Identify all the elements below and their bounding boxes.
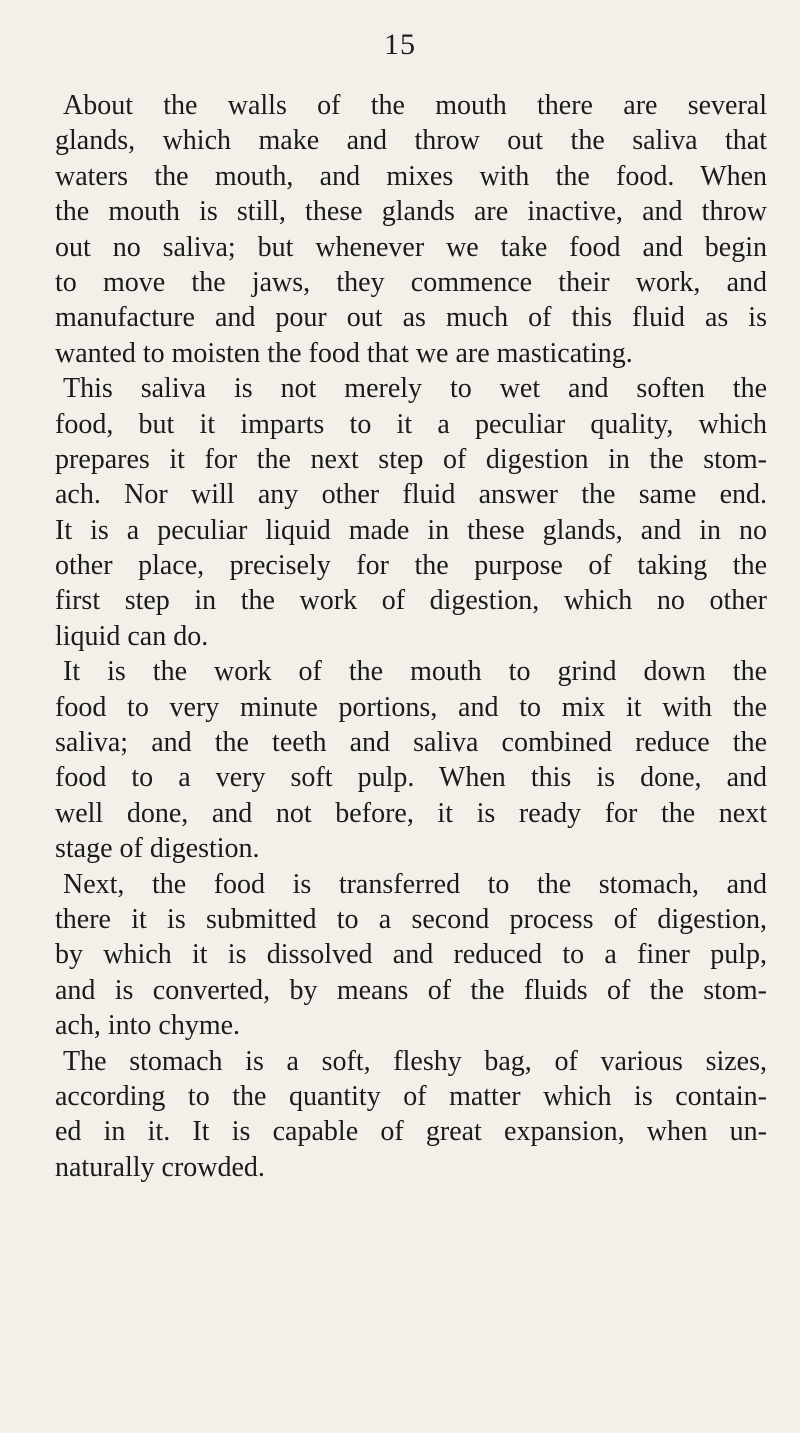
text-line: This saliva is not merely to wet and soften the [63, 373, 767, 405]
text-line: first step in the work of digestion, which no other [55, 585, 767, 617]
text-line: stage of digestion. [55, 833, 260, 865]
text-line: manufacture and pour out as much of this fluid as is [55, 302, 767, 334]
text-line: prepares it for the next step of digestion in the stom- [55, 443, 767, 475]
body-text [55, 88, 767, 1185]
paragraph [55, 88, 767, 371]
text-line: by which it is dissolved and reduced to a finer pulp, [55, 939, 767, 971]
page-number: 15 [384, 28, 416, 61]
text-line: The stomach is a soft, fleshy bag, of various sizes, [63, 1045, 767, 1077]
text-line: liquid can do. [55, 620, 209, 652]
text-line: the mouth is still, these glands are inactive, and throw [55, 196, 767, 228]
text-line: ach. Nor will any other fluid answer the same end. [55, 479, 767, 511]
text-line: there it is submitted to a second process of digestion, [55, 903, 767, 935]
text-line: glands, which make and throw out the saliva that [55, 125, 767, 157]
paragraph [55, 654, 767, 866]
text-line: other place, precisely for the purpose of taking the [55, 550, 767, 582]
text-line: according to the quantity of matter which is contain- [55, 1080, 767, 1112]
text-line: and is converted, by means of the fluids of the stom- [55, 974, 767, 1006]
text-line: naturally crowded. [55, 1151, 265, 1183]
text-line: well done, and not before, it is ready for the next [55, 797, 767, 829]
text-line: ed in it. It is capable of great expansion, when un- [55, 1116, 767, 1148]
paragraph [55, 1044, 767, 1186]
text-line: food to very minute portions, and to mix it with the [55, 691, 767, 723]
text-line: wanted to moisten the food that we are masticating. [55, 337, 633, 369]
text-line: It is a peculiar liquid made in these glands, and in no [55, 514, 767, 546]
text-line: food to a very soft pulp. When this is done, and [55, 762, 767, 794]
text-line: food, but it imparts to it a peculiar quality, which [55, 408, 767, 440]
text-line: About the walls of the mouth there are several [63, 90, 767, 121]
text-line: to move the jaws, they commence their work, and [55, 266, 767, 298]
text-line: out no saliva; but whenever we take food and begin [55, 231, 767, 263]
text-line: saliva; and the teeth and saliva combined reduce the [55, 727, 767, 759]
text-line: Next, the food is transferred to the stomach, and [63, 868, 767, 900]
text-line: waters the mouth, and mixes with the food. When [55, 160, 767, 192]
text-line: ach, into chyme. [55, 1010, 241, 1042]
paragraph [55, 371, 767, 654]
text-line: It is the work of the mouth to grind down the [63, 656, 767, 688]
paragraph [55, 867, 767, 1044]
